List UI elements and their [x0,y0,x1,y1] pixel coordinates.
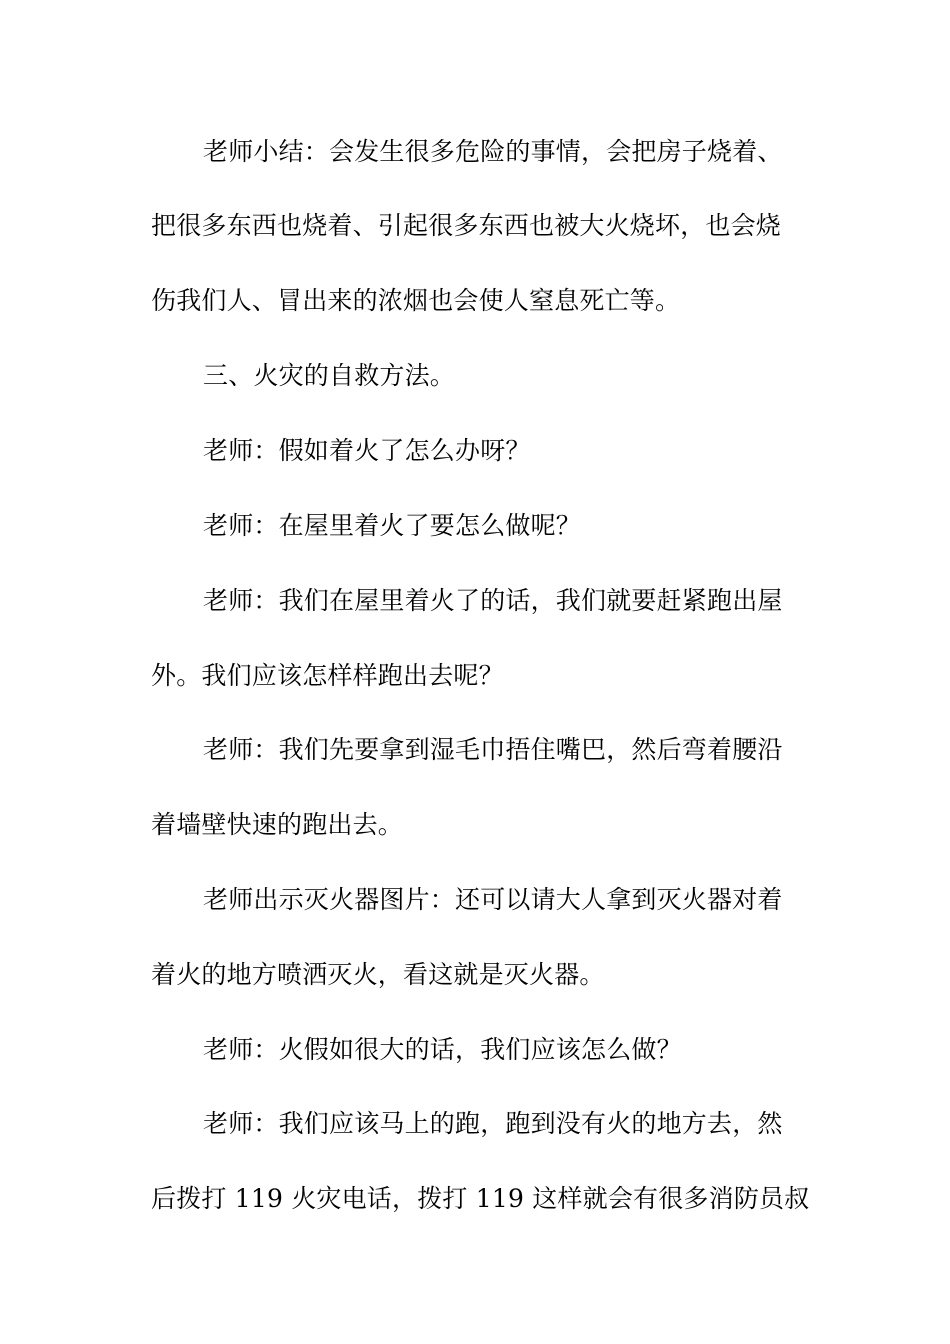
paragraph-line-8: 外。我们应该怎样样跑出去呢？ [151,661,504,690]
paragraph-line-13: 老师：火假如很大的话，我们应该怎么做？ [203,1035,682,1064]
paragraph-line-5: 老师：假如着火了怎么办呀？ [203,436,531,465]
paragraph-line-1: 老师小结：会发生很多危险的事情，会把房子烧着、 [203,137,783,166]
paragraph-line-9: 老师：我们先要拿到湿毛巾捂住嘴巴，然后弯着腰沿 [203,735,783,764]
paragraph-line-2: 把很多东西也烧着、引起很多东西也被大火烧坏，也会烧 [151,211,782,240]
paragraph-line-7: 老师：我们在屋里着火了的话，我们就要赶紧跑出屋 [203,586,783,615]
paragraph-line-14: 老师：我们应该马上的跑，跑到没有火的地方去，然 [203,1109,783,1138]
paragraph-line-15: 后拨打 119 火灾电话，拨打 119 这样就会有很多消防员叔 [151,1184,810,1213]
section-heading: 三、火灾的自救方法。 [203,361,456,390]
paragraph-line-3: 伤我们人、冒出来的浓烟也会使人窒息死亡等。 [151,286,681,315]
paragraph-line-12: 着火的地方喷洒灭火，看这就是灭火器。 [151,960,605,989]
paragraph-line-6: 老师：在屋里着火了要怎么做呢？ [203,511,582,540]
paragraph-line-11: 老师出示灭火器图片：还可以请大人拿到灭火器对着 [203,885,783,914]
paragraph-line-10: 着墙壁快速的跑出去。 [151,810,404,839]
